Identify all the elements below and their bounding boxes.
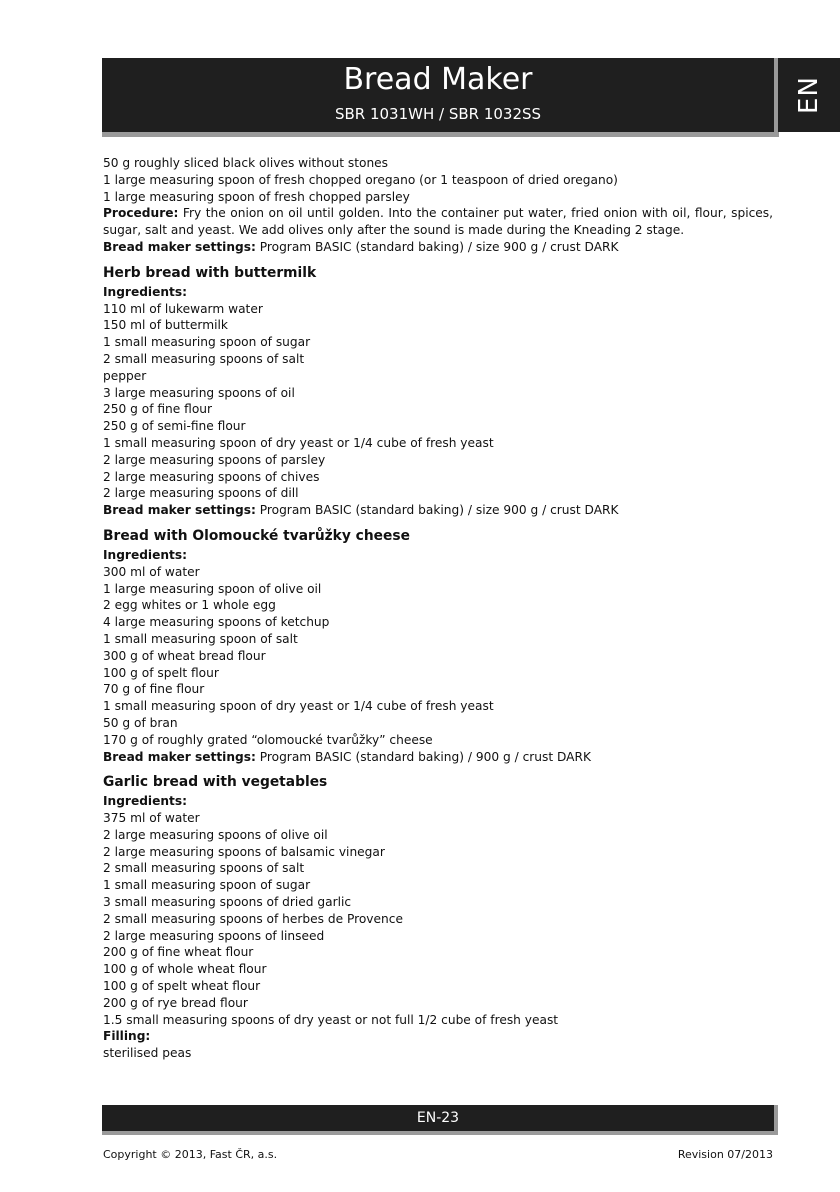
ingredient-line: 1 small measuring spoon of salt xyxy=(103,631,298,646)
settings-label: Bread maker settings: xyxy=(103,239,256,254)
ingredient-line: 1 large measuring spoon of fresh chopped oregano (or 1 teaspoon of dried oregano) xyxy=(103,172,618,187)
ingredient-line: 4 large measuring spoons of ketchup xyxy=(103,615,330,630)
ingredient-line: 2 small measuring spoons of salt xyxy=(103,861,305,876)
page-number: EN-23 xyxy=(416,1110,460,1126)
ingredient-line: 1 large measuring spoon of olive oil xyxy=(103,581,322,596)
ingredient-line: 2 large measuring spoons of chives xyxy=(103,469,320,484)
settings-line xyxy=(103,502,773,519)
procedure-label: Procedure: xyxy=(103,206,179,221)
recipe-title: Bread with Olomoucké tvarůžky cheese xyxy=(103,527,410,544)
ingredient-line: 300 g of wheat bread flour xyxy=(103,648,266,663)
settings-line xyxy=(103,749,773,766)
ingredient-line: 1 large measuring spoon of fresh chopped parsley xyxy=(103,189,410,204)
page-number-bar xyxy=(102,1105,778,1135)
ingredients-label: Ingredients: xyxy=(103,547,188,562)
language-tab xyxy=(778,58,840,132)
ingredient-line: 250 g of fine flour xyxy=(103,402,213,417)
settings-label: Bread maker settings: xyxy=(103,749,256,764)
recipe-title: Garlic bread with vegetables xyxy=(103,774,328,791)
language-label: EN xyxy=(793,76,824,114)
ingredient-line: 2 small measuring spoons of salt xyxy=(103,351,305,366)
ingredient-line: 1 small measuring spoon of sugar xyxy=(103,335,311,350)
ingredient-line: 2 large measuring spoons of dill xyxy=(103,486,299,501)
settings-line xyxy=(103,239,773,256)
ingredient-line: 3 small measuring spoons of dried garlic xyxy=(103,895,352,910)
ingredients-label: Ingredients: xyxy=(103,794,188,809)
ingredient-line: 50 g roughly sliced black olives without stones xyxy=(103,156,389,170)
ingredient-line: 2 egg whites or 1 whole egg xyxy=(103,598,276,613)
ingredient-line: 200 g of fine wheat flour xyxy=(103,945,254,960)
filling-line: sterilised peas xyxy=(103,1046,192,1061)
ingredient-line: 170 g of roughly grated “olomoucké tvarůžky” cheese xyxy=(103,732,433,747)
procedure-paragraph xyxy=(103,205,773,239)
ingredient-line: 110 ml of lukewarm water xyxy=(103,301,263,316)
revision-text: Revision 07/2013 xyxy=(677,1148,773,1161)
ingredient-line: 300 ml of water xyxy=(103,564,200,579)
ingredient-line: 1 small measuring spoon of sugar xyxy=(103,878,311,893)
ingredients-label: Ingredients: xyxy=(103,284,188,299)
procedure-text: Fry the onion on oil until golden. Into the container put water, fried onion with oil, flour, spices, sugar, salt and yeast. We add olives only after the sound is made during the Kneading 2 stage. xyxy=(103,206,774,238)
ingredient-line: 1 small measuring spoon of dry yeast or 1/4 cube of fresh yeast xyxy=(103,699,494,714)
ingredient-line: 200 g of rye bread flour xyxy=(103,995,248,1010)
ingredient-line: 2 large measuring spoons of balsamic vinegar xyxy=(103,844,385,859)
settings-text: Program BASIC (standard baking) / 900 g / crust DARK xyxy=(259,749,591,764)
ingredient-line: 2 large measuring spoons of parsley xyxy=(103,452,326,467)
ingredient-line: 250 g of semi-fine flour xyxy=(103,419,246,434)
header-banner xyxy=(102,58,779,137)
copyright-text: Copyright © 2013, Fast ČR, a.s. xyxy=(103,1148,278,1161)
ingredient-line: 1 small measuring spoon of dry yeast or 1/4 cube of fresh yeast xyxy=(103,435,494,450)
ingredient-line: 2 small measuring spoons of herbes de Provence xyxy=(103,911,403,926)
ingredient-line: 375 ml of water xyxy=(103,811,200,826)
ingredient-line: 2 large measuring spoons of linseed xyxy=(103,928,325,943)
ingredient-line: 50 g of bran xyxy=(103,715,178,730)
ingredient-line: 150 ml of buttermilk xyxy=(103,318,228,333)
ingredient-line: 2 large measuring spoons of olive oil xyxy=(103,827,328,842)
page-content xyxy=(103,155,773,1062)
filling-label: Filling: xyxy=(103,1029,151,1044)
recipe-title: Herb bread with buttermilk xyxy=(103,264,317,281)
ingredient-line: 3 large measuring spoons of oil xyxy=(103,385,295,400)
model-number: SBR 1031WH / SBR 1032SS xyxy=(334,105,542,123)
ingredient-line: 70 g of fine flour xyxy=(103,682,205,697)
ingredient-line: pepper xyxy=(103,368,147,383)
page-title: Bread Maker xyxy=(343,62,533,97)
settings-label: Bread maker settings: xyxy=(103,503,256,518)
ingredient-line: 1.5 small measuring spoons of dry yeast or not full 1/2 cube of fresh yeast xyxy=(103,1012,559,1027)
settings-text: Program BASIC (standard baking) / size 900 g / crust DARK xyxy=(259,503,619,518)
ingredient-line: 100 g of whole wheat flour xyxy=(103,962,267,977)
ingredient-line: 100 g of spelt flour xyxy=(103,665,219,680)
ingredient-line: 100 g of spelt wheat flour xyxy=(103,979,261,994)
settings-text: Program BASIC (standard baking) / size 900 g / crust DARK xyxy=(259,239,619,254)
